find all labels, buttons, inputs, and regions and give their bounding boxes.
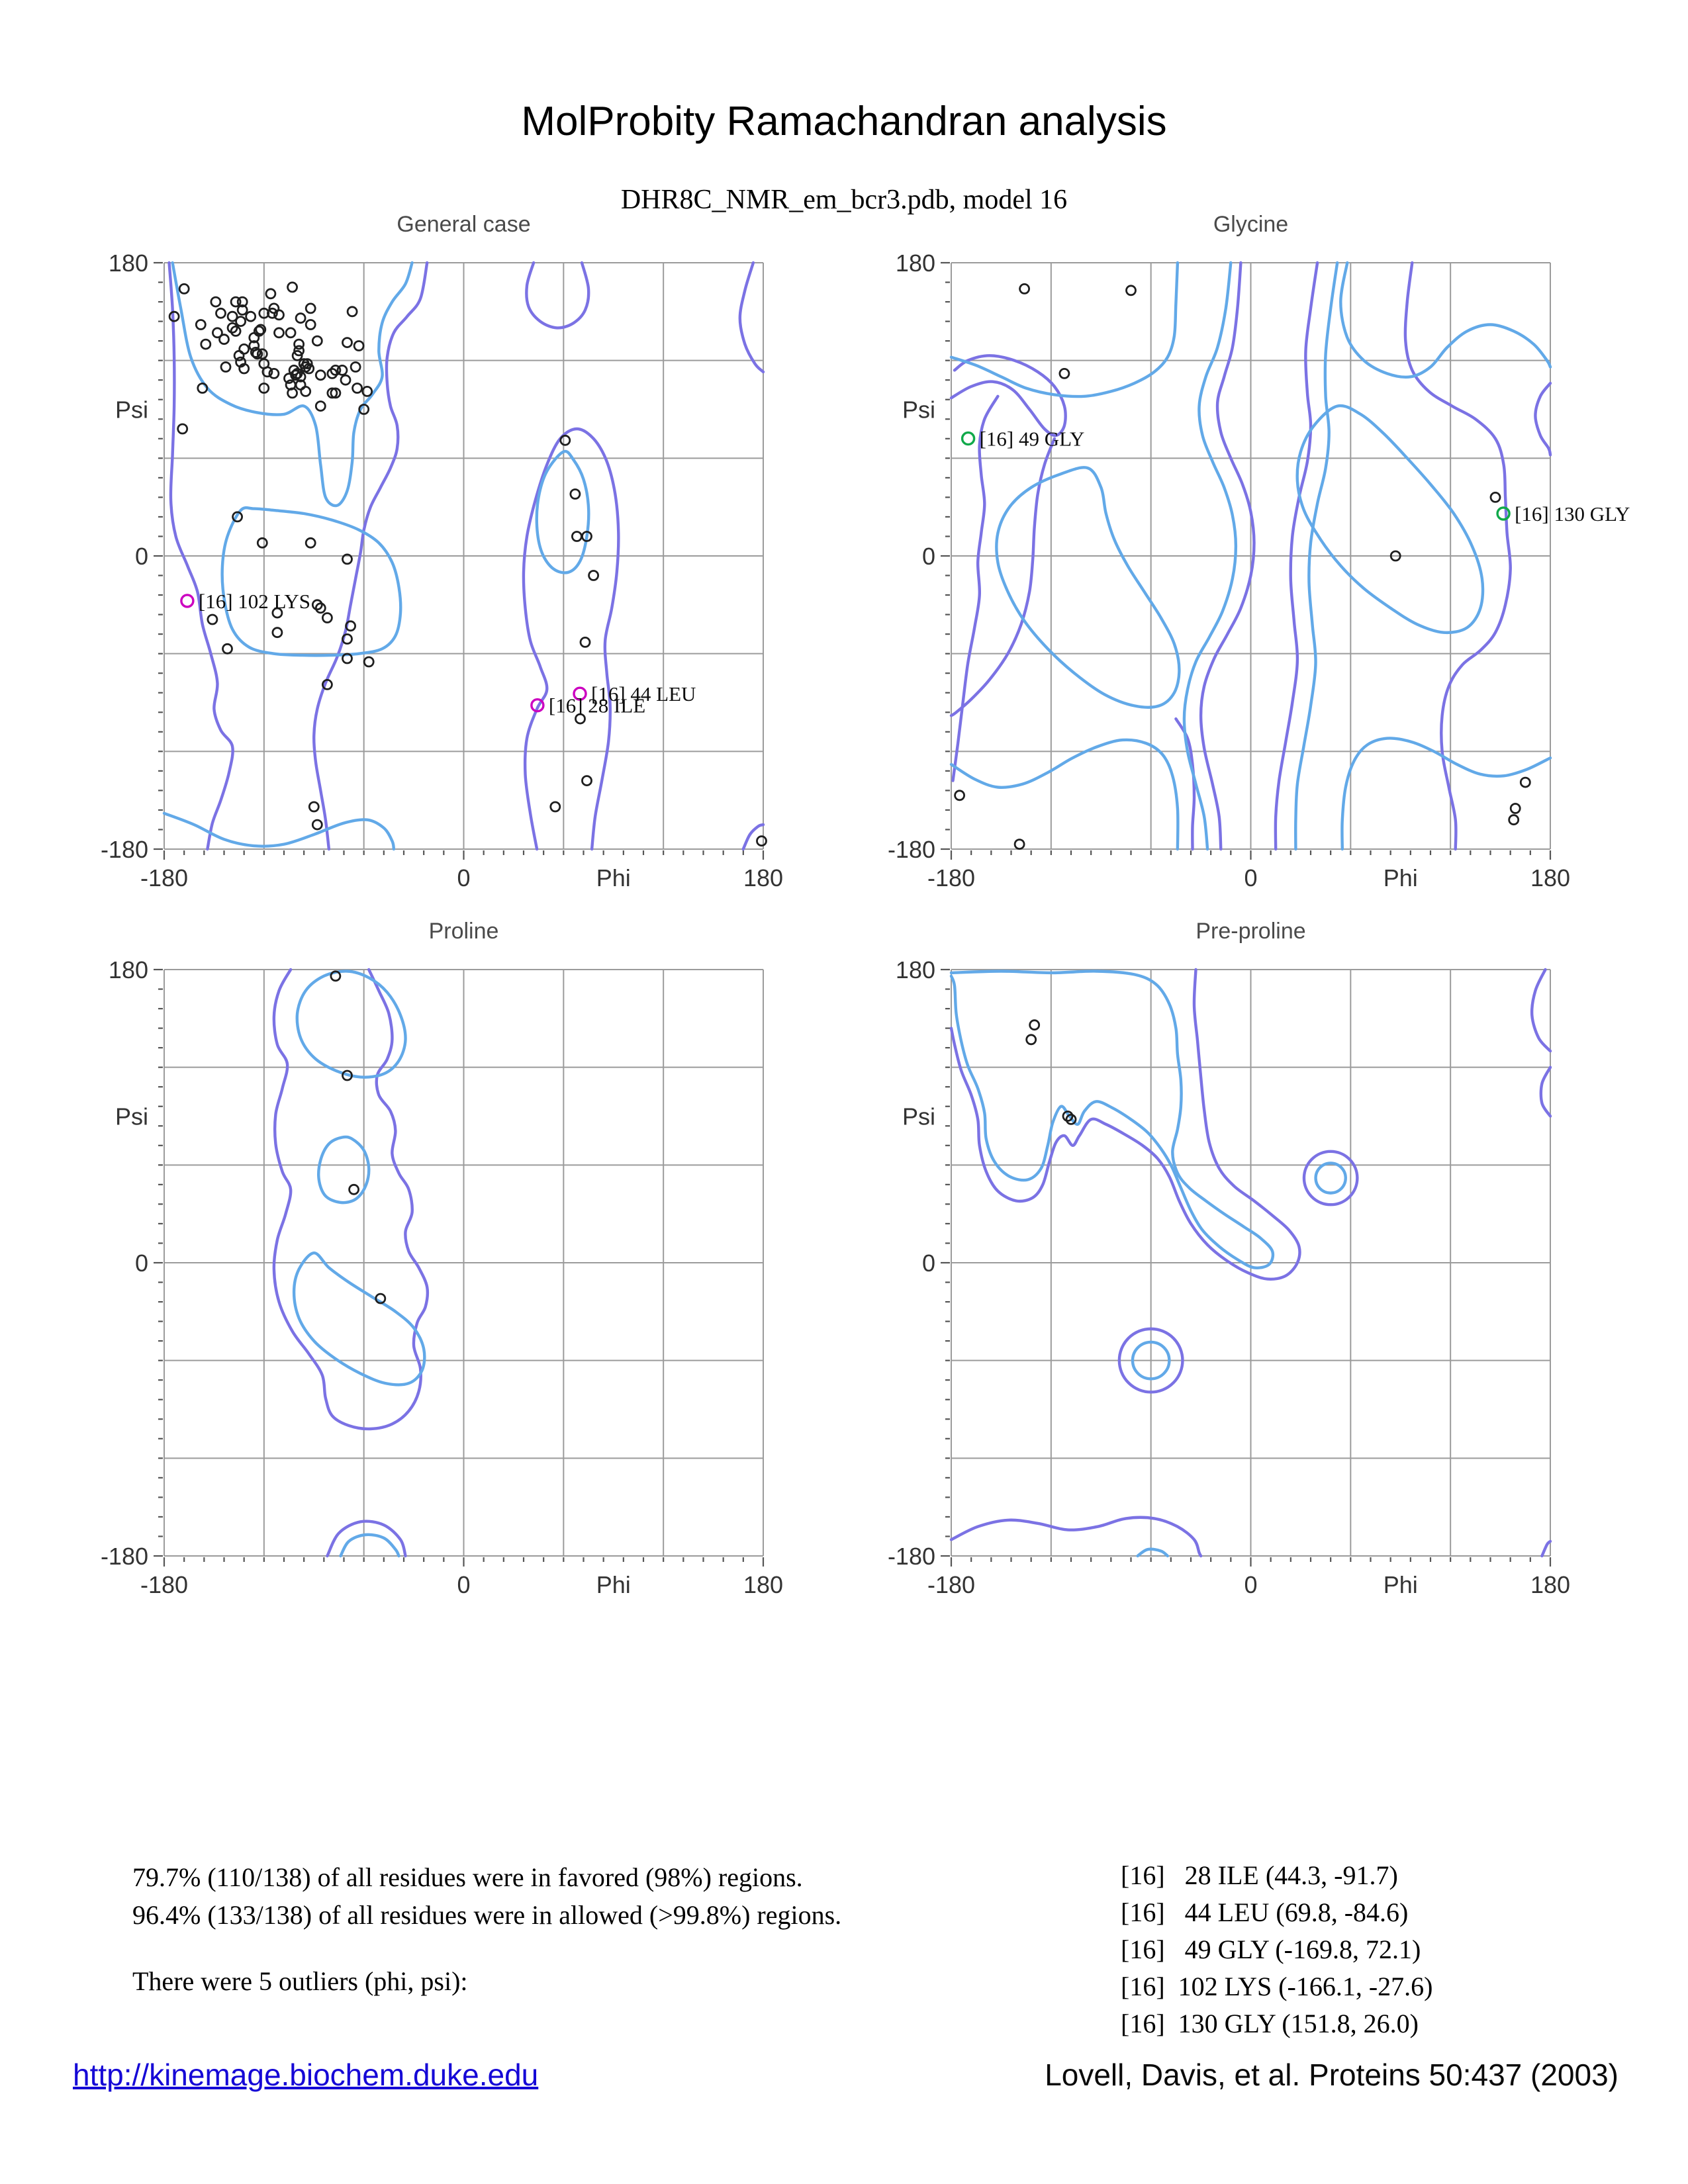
residue-point [1015, 840, 1024, 849]
plot-title: Pre-proline [1196, 919, 1306, 944]
residue-point [234, 351, 244, 360]
residue-point [179, 284, 189, 293]
allowed-contour [951, 355, 1066, 435]
y-axis-label: 0 [921, 1250, 935, 1277]
x-axis-label: 0 [1244, 864, 1258, 891]
x-axis-label: -180 [927, 1571, 976, 1598]
residue-point [353, 384, 362, 393]
residue-point [316, 371, 325, 380]
residue-point [258, 538, 267, 547]
x-axis-label: 0 [1244, 1571, 1258, 1598]
residue-point [208, 615, 217, 624]
residue-point [551, 802, 560, 811]
outliers-heading: There were 5 outliers (phi, psi): [132, 1966, 468, 1996]
outlier-item: [16] 28 ILE (44.3, -91.7) [1121, 1860, 1398, 1890]
allowed-contour [1535, 383, 1550, 455]
kinemage-link[interactable]: http://kinemage.biochem.duke.edu [73, 2058, 539, 2092]
residue-point [1491, 492, 1500, 502]
x-axis-label: 0 [457, 1571, 471, 1598]
residue-point [1027, 1035, 1036, 1044]
residue-point [348, 307, 357, 316]
outlier-item: [16] 130 GLY (151.8, 26.0) [1121, 2009, 1419, 2038]
residue-point [1020, 284, 1029, 293]
residue-point [306, 538, 315, 547]
outlier-point [181, 595, 193, 607]
x-axis-label: Phi [1383, 864, 1418, 891]
y-axis-label: -180 [100, 836, 148, 863]
plot-proline [100, 917, 900, 1645]
favored-contour-ring [1316, 1163, 1346, 1193]
x-axis-label: 180 [1530, 1571, 1571, 1598]
residue-point [246, 312, 256, 321]
ramachandran-plot-svg [100, 917, 900, 1645]
x-axis-label: 180 [1530, 864, 1571, 891]
y-axis-label: 180 [108, 956, 148, 983]
residue-point [196, 320, 205, 330]
ramachandran-plot-svg [887, 210, 1687, 938]
residue-point [571, 490, 580, 499]
plot-pre-proline [887, 917, 1687, 1645]
favored-stat-line: 79.7% (110/138) of all residues were in favored (98%) regions. [132, 1862, 803, 1892]
favored-contour [1138, 1549, 1168, 1556]
allowed-contour [951, 970, 1299, 1279]
x-axis-label: 0 [457, 864, 471, 891]
allowed-stat-line: 96.4% (133/138) of all residues were in allowed (>99.8%) regions. [132, 1900, 842, 1930]
model-subtitle: DHR8C_NMR_em_bcr3.pdb, model 16 [620, 185, 1068, 215]
residue-statistics [132, 1858, 841, 1934]
outlier-point [962, 433, 974, 445]
favored-contour [341, 1535, 399, 1556]
residue-point [338, 365, 347, 375]
y-axis-label: 180 [895, 250, 935, 277]
residue-point [322, 614, 332, 623]
residue-point [312, 336, 322, 345]
residue-point [296, 314, 305, 323]
residue-point [581, 637, 590, 647]
y-axis-label: -180 [887, 1543, 935, 1570]
outlier-label: [16] 130 GLY [1515, 502, 1630, 525]
outlier-item: [16] 102 LYS (-166.1, -27.6) [1121, 1972, 1433, 2001]
y-axis-label: 180 [108, 250, 148, 277]
residue-point [266, 289, 275, 298]
allowed-contour [1532, 970, 1550, 1051]
residue-point [316, 402, 325, 411]
favored-contour [996, 467, 1179, 707]
favored-contour [297, 971, 406, 1077]
x-axis-label: 180 [743, 1571, 784, 1598]
residue-point [1511, 804, 1520, 813]
allowed-contour [740, 263, 763, 372]
outlier-label: [16] 102 LYS [198, 589, 311, 613]
y-axis-label: -180 [100, 1543, 148, 1570]
residue-point [201, 340, 211, 349]
y-axis-label: Psi [902, 396, 935, 424]
favored-contour [951, 971, 1273, 1267]
residue-point [1521, 778, 1530, 787]
allowed-contour [1541, 1068, 1550, 1116]
residue-point [306, 304, 315, 313]
residue-point [236, 317, 246, 326]
y-axis-label: 180 [895, 956, 935, 983]
outlier-label: [16] 28 ILE [548, 694, 646, 717]
residue-point [589, 571, 598, 580]
favored-contour [164, 813, 394, 849]
plot-title: General case [397, 212, 531, 237]
x-axis-label: -180 [140, 1571, 189, 1598]
residue-point [1060, 369, 1069, 378]
allowed-contour [526, 263, 588, 328]
allowed-contour [953, 396, 998, 781]
residue-point [221, 363, 230, 372]
favored-contour [951, 740, 1178, 849]
outlier-item: [16] 44 LEU (69.8, -84.6) [1121, 1897, 1409, 1927]
plot-title: Proline [428, 919, 499, 944]
x-axis-label: -180 [140, 864, 189, 891]
citation-text: Lovell, Davis, et al. Proteins 50:437 (2003) [1045, 2058, 1618, 2092]
allowed-contour [951, 1518, 1201, 1556]
residue-point [216, 308, 226, 318]
residue-point [273, 628, 282, 637]
favored-contour [951, 263, 1178, 396]
residue-point [364, 657, 373, 666]
residue-point [223, 644, 232, 653]
favored-contour [1297, 406, 1483, 633]
residue-point [341, 375, 350, 385]
y-axis-label: 0 [134, 1250, 148, 1277]
residue-point [572, 532, 581, 541]
y-axis-label: Psi [115, 1103, 148, 1130]
outlier-label: [16] 44 LEU [591, 682, 696, 706]
residue-point [955, 791, 964, 800]
y-axis-label: Psi [902, 1103, 935, 1130]
residue-point [583, 776, 592, 786]
outlier-item: [16] 49 GLY (-169.8, 72.1) [1121, 1934, 1421, 1964]
plot-general-case [100, 210, 900, 938]
residue-point [211, 297, 220, 306]
residue-point [561, 435, 570, 445]
residue-point [306, 320, 315, 330]
y-axis-label: -180 [887, 836, 935, 863]
residue-point [1127, 286, 1136, 295]
x-axis-label: Phi [596, 864, 631, 891]
outlier-list [1121, 1857, 1432, 2042]
residue-point [288, 283, 297, 292]
outlier-label: [16] 49 GLY [979, 427, 1085, 451]
residue-point [351, 363, 360, 372]
allowed-contour [1542, 1541, 1550, 1556]
allowed-contour [327, 1522, 405, 1556]
residue-point [1030, 1021, 1039, 1030]
ramachandran-plot-svg [100, 210, 900, 938]
residue-point [220, 335, 229, 344]
outlier-point [1497, 508, 1509, 520]
y-axis-label: 0 [134, 543, 148, 570]
x-axis-label: 180 [743, 864, 784, 891]
residue-point [301, 387, 310, 396]
favored-contour [173, 263, 412, 506]
residue-point [312, 820, 322, 829]
y-axis-label: 0 [921, 543, 935, 570]
residue-point [350, 1185, 359, 1194]
residue-point [343, 338, 352, 347]
x-axis-label: Phi [596, 1571, 631, 1598]
favored-contour [1342, 738, 1550, 849]
residue-point [757, 837, 767, 846]
allowed-contour-ring [1304, 1152, 1357, 1205]
residue-point [286, 328, 295, 338]
x-axis-label: -180 [927, 864, 976, 891]
x-axis-label: Phi [1383, 1571, 1418, 1598]
residue-point [309, 802, 318, 811]
ramachandran-plot-svg [887, 917, 1687, 1645]
residue-point [178, 424, 187, 433]
residue-point [354, 341, 363, 351]
residue-point [1509, 815, 1519, 825]
plot-glycine [887, 210, 1687, 938]
plot-title: Glycine [1213, 212, 1289, 237]
favored-contour [294, 1253, 424, 1385]
y-axis-label: Psi [115, 396, 148, 424]
favored-contour [222, 508, 401, 655]
page-title: MolProbity Ramachandran analysis [521, 99, 1167, 144]
residue-point [275, 328, 284, 338]
favored-contour [318, 1137, 369, 1203]
